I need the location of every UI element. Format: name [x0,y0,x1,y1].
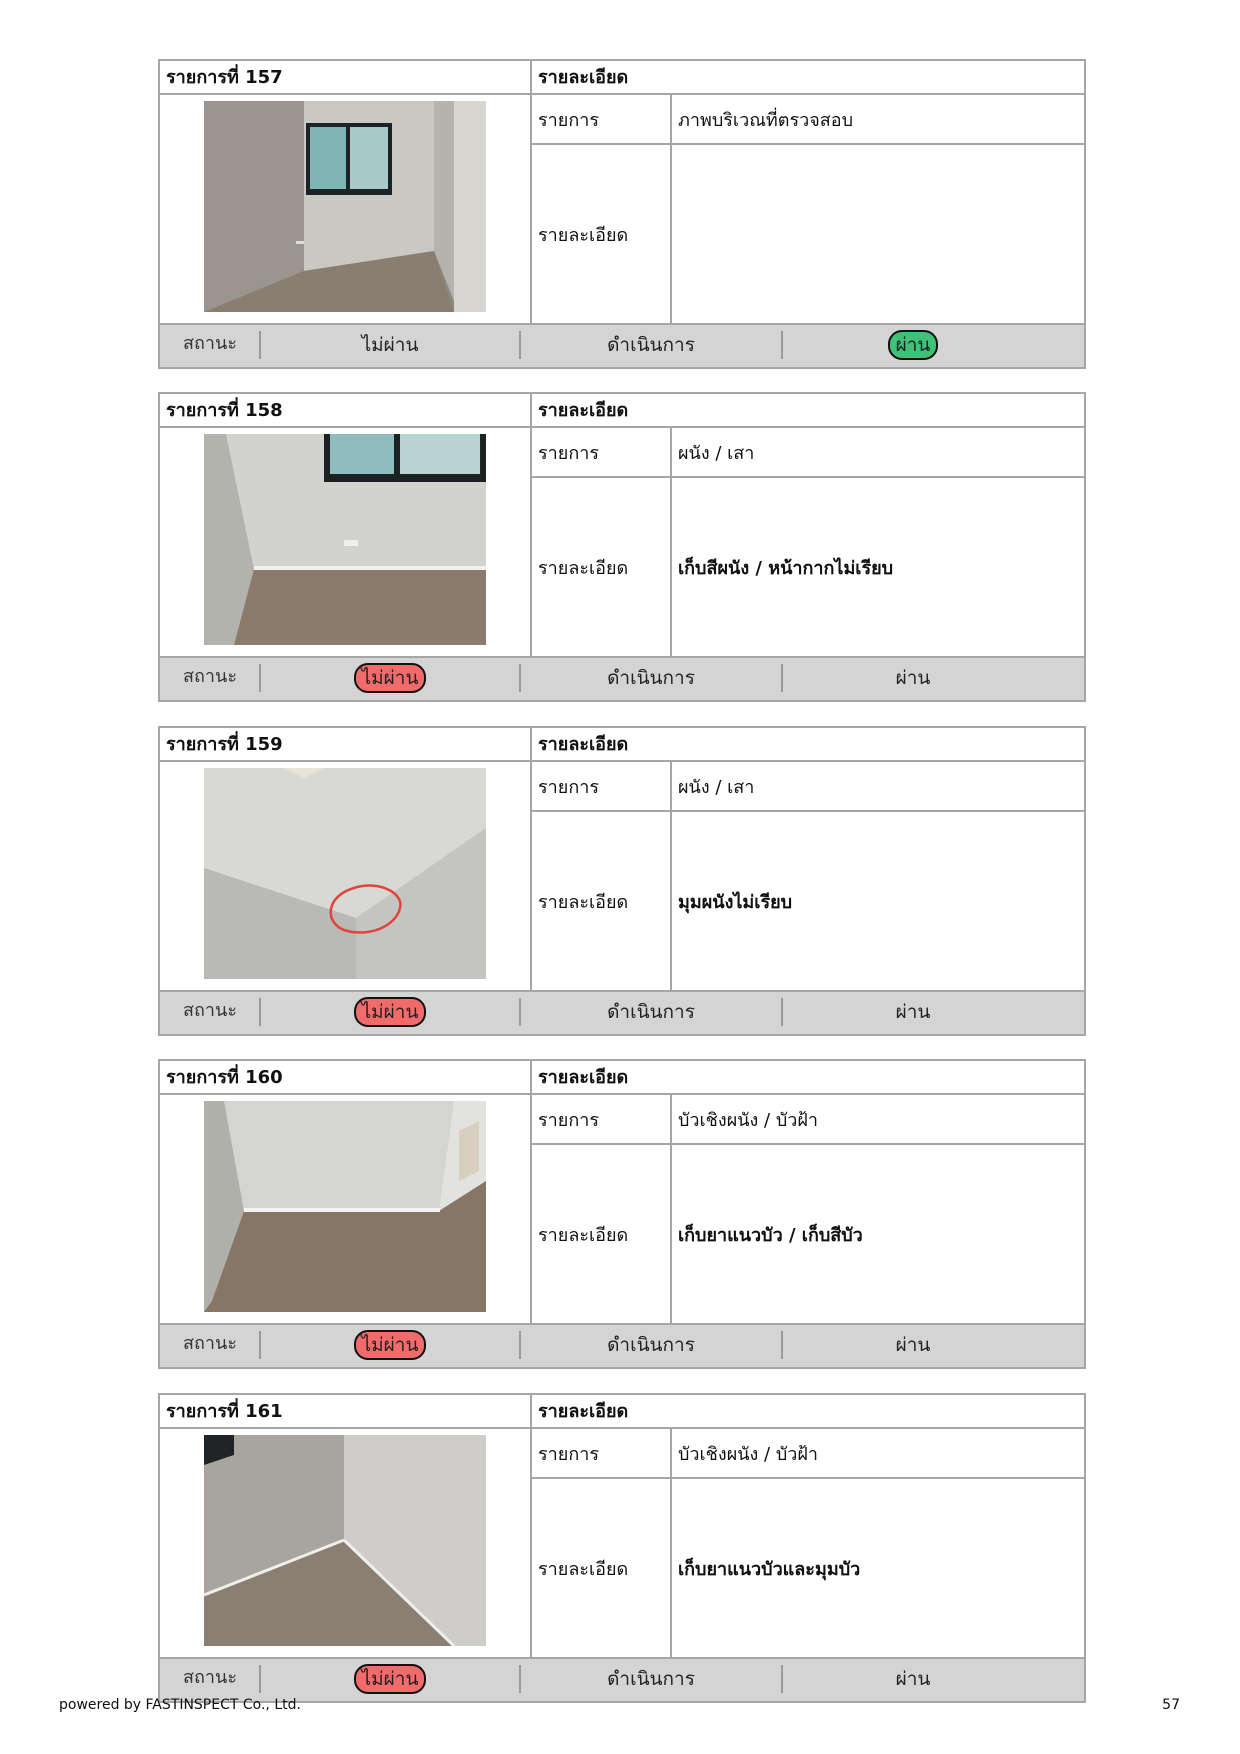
footer-powered-by: powered by FASTINSPECT Co., Ltd. [59,1697,301,1713]
progress-label: ดำเนินการ [607,1668,695,1690]
detail-heading: รายละเอียด [538,67,629,88]
item-value: ผนัง / เสา [678,776,755,798]
status-progress-option[interactable] [521,1325,781,1365]
status-pass-option[interactable] [783,658,1043,698]
item-header [160,61,1084,95]
status-pass-option[interactable] [783,325,1043,365]
detail-value: มุมผนังไม่เรียบ [678,891,793,913]
status-bar [160,656,1084,700]
item-number: รายการที่ 157 [160,61,532,93]
inspection-item-160 [158,1059,1086,1369]
inspection-item-157 [158,59,1086,369]
photo-cell [160,762,532,990]
status-pass-option[interactable] [783,992,1043,1032]
item-row [532,1095,1084,1145]
item-label: รายการ [532,95,672,143]
progress-label: ดำเนินการ [607,334,695,356]
item-label: รายการ [532,762,672,810]
page-number: 57 [1162,1697,1180,1713]
detail-label: รายละเอียด [532,145,672,323]
detail-label: รายละเอียด [532,1479,672,1657]
item-header [160,394,1084,428]
status-progress-option[interactable] [521,1659,781,1699]
status-label: สถานะ [183,333,237,354]
baseboard-photo[interactable] [204,1101,486,1312]
pass-label: ผ่าน [895,1001,931,1023]
status-label: สถานะ [183,1000,237,1021]
status-fail-option[interactable] [261,992,519,1032]
status-bar [160,1657,1084,1701]
item-header [160,728,1084,762]
detail-row [532,145,1084,323]
progress-label: ดำเนินการ [607,1334,695,1356]
progress-label: ดำเนินการ [607,1001,695,1023]
ceiling-corner-photo[interactable] [204,768,486,979]
detail-heading: รายละเอียด [538,400,629,421]
room-window-photo[interactable] [204,101,486,312]
item-row [532,1429,1084,1479]
detail-heading: รายละเอียด [538,1401,629,1422]
item-value: ภาพบริเวณที่ตรวจสอบ [678,109,853,131]
item-label: รายการ [532,1095,672,1143]
item-number: รายการที่ 161 [160,1395,532,1427]
detail-label: รายละเอียด [532,812,672,990]
item-number: รายการที่ 160 [160,1061,532,1093]
inspection-item-159 [158,726,1086,1036]
status-label: สถานะ [183,1667,237,1688]
pass-label: ผ่าน [895,1334,931,1356]
detail-value [672,145,1084,323]
item-header [160,1395,1084,1429]
detail-value: เก็บยาแนวบัว / เก็บสีบัว [678,1224,863,1246]
inspection-item-158 [158,392,1086,702]
floor-corner-photo[interactable] [204,1435,486,1646]
detail-value: เก็บยาแนวบัวและมุมบัว [678,1558,861,1580]
photo-cell [160,428,532,656]
item-value: ผนัง / เสา [678,442,755,464]
wall-corner-photo[interactable] [204,434,486,645]
item-number: รายการที่ 159 [160,728,532,760]
item-header [160,1061,1084,1095]
item-value: บัวเชิงผนัง / บัวฝ้า [678,1443,819,1465]
item-value: บัวเชิงผนัง / บัวฝ้า [678,1109,819,1131]
detail-value: เก็บสีผนัง / หน้ากากไม่เรียบ [678,557,894,579]
detail-row [532,1145,1084,1323]
status-progress-option[interactable] [521,325,781,365]
status-label: สถานะ [183,1333,237,1354]
detail-label: รายละเอียด [532,1145,672,1323]
detail-row [532,1479,1084,1657]
item-number: รายการที่ 158 [160,394,532,426]
item-row [532,95,1084,145]
status-fail-option[interactable] [261,658,519,698]
detail-heading: รายละเอียด [538,1067,629,1088]
pass-label: ผ่าน [895,1668,931,1690]
status-pass-option[interactable] [783,1325,1043,1365]
status-progress-option[interactable] [521,658,781,698]
status-fail-option[interactable] [261,1325,519,1365]
status-bar [160,990,1084,1034]
inspection-item-161 [158,1393,1086,1703]
fail-label: ไม่ผ่าน [354,997,427,1027]
detail-row [532,478,1084,656]
detail-row [532,812,1084,990]
item-label: รายการ [532,428,672,476]
fail-label: ไม่ผ่าน [354,1330,427,1360]
fail-label: ไม่ผ่าน [354,1664,427,1694]
progress-label: ดำเนินการ [607,667,695,689]
status-bar [160,1323,1084,1367]
status-fail-option[interactable] [261,325,519,365]
pass-label: ผ่าน [895,667,931,689]
pass-label: ผ่าน [888,330,939,360]
photo-cell [160,1429,532,1657]
fail-label: ไม่ผ่าน [354,663,427,693]
status-bar [160,323,1084,367]
status-progress-option[interactable] [521,992,781,1032]
detail-label: รายละเอียด [532,478,672,656]
item-row [532,762,1084,812]
status-label: สถานะ [183,666,237,687]
photo-cell [160,95,532,323]
item-label: รายการ [532,1429,672,1477]
fail-label: ไม่ผ่าน [361,334,419,356]
detail-heading: รายละเอียด [538,734,629,755]
photo-cell [160,1095,532,1323]
status-fail-option[interactable] [261,1659,519,1699]
status-pass-option[interactable] [783,1659,1043,1699]
item-row [532,428,1084,478]
